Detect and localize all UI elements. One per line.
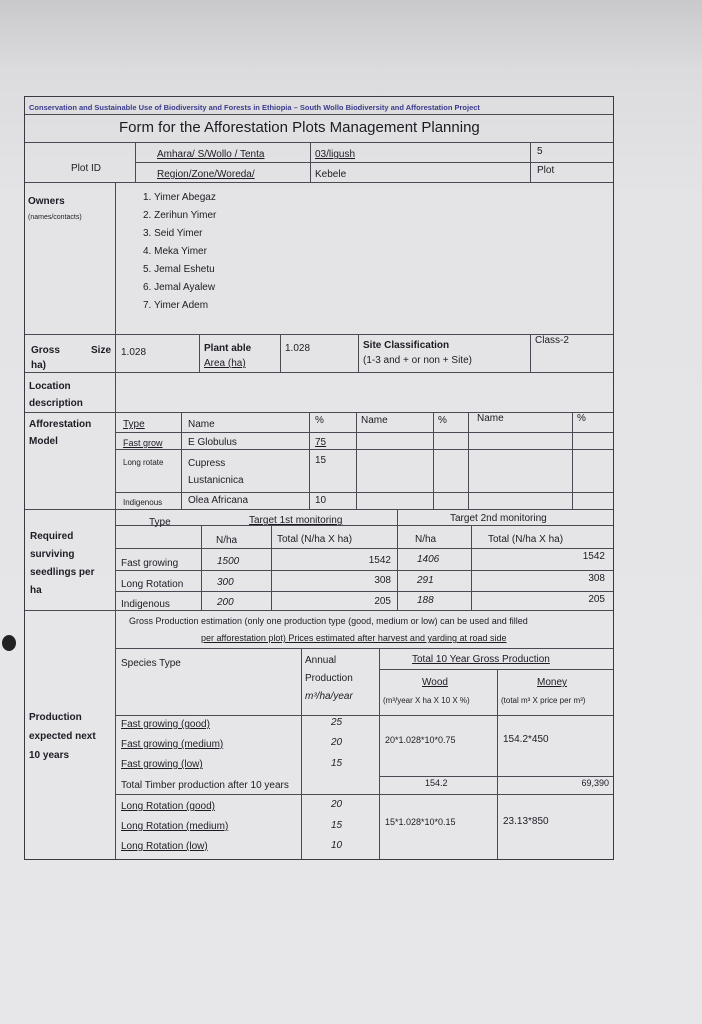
divider [115,449,613,450]
region-value: Amhara/ S/Wollo / Tenta [157,149,265,160]
plantable-label: Plant able [204,343,252,354]
seedling-type: Fast growing [121,558,179,569]
divider [356,412,357,509]
owner-item: 1. Yimer Abegaz [143,192,216,203]
site-value: Class-2 [535,335,569,346]
production-type: Long Rotation (good) [121,801,215,812]
wood-formula: (m³/year X ha X 10 X %) [383,696,470,705]
col-pct: % [315,415,324,426]
long-money: 23.13*850 [503,816,549,827]
production-label: Production [29,712,82,723]
production-annual: 10 [331,840,343,851]
seedlings-label: Required [30,531,74,542]
kebele-label: Kebele [315,169,347,180]
kebele-value: 03/ligush [315,149,356,160]
seedling-n1: 200 [217,597,234,608]
production-type: Fast growing (low) [121,759,203,770]
afforestation-name: Cupress [188,458,226,469]
gross-label: Gross [31,345,60,356]
divider [115,715,613,716]
divider [115,525,613,526]
afforestation-type: Long rotate [123,458,164,467]
divider [530,334,531,372]
divider [25,182,613,183]
col-nha: N/ha [415,534,437,545]
seedling-t1: 1542 [368,555,391,566]
divider [25,334,613,335]
divider [115,492,613,493]
location-label: description [29,398,83,409]
production-annual: 15 [331,820,343,831]
fast-wood: 20*1.028*10*0.75 [385,735,456,745]
divider [397,509,398,610]
afforestation-label: Afforestation [29,419,92,430]
divider [572,412,573,509]
gross-label: Size [91,345,112,356]
col-name: Name [361,415,388,426]
production-annual: 20 [331,799,343,810]
afforestation-label: Model [29,436,58,447]
divider [201,525,202,610]
divider [25,610,613,611]
divider [471,525,472,610]
col-nha: N/ha [216,535,238,546]
seedling-t1: 308 [374,575,391,586]
divider [115,548,613,549]
location-label: Location [29,381,71,392]
col-type: Type [123,419,145,430]
total-label: Total Timber production after 10 years [121,780,289,791]
plantable-value: 1.028 [285,343,311,354]
region-label: Region/Zone/Woreda/ [157,169,255,180]
seedling-n1: 1500 [217,556,240,567]
divider [301,648,302,859]
afforestation-pct: 15 [315,455,327,466]
seedling-n2: 188 [417,595,434,606]
divider [309,412,310,509]
planning-form [24,96,614,860]
production-label: expected next [29,731,96,742]
divider [280,334,281,372]
target-2: Target 2nd monitoring [450,513,547,524]
owner-item: 7. Yimer Adem [143,300,209,311]
col-pct: % [577,413,586,424]
seedling-type: Long Rotation [121,579,184,590]
production-type: Fast growing (medium) [121,739,224,750]
owner-item: 5. Jemal Eshetu [143,264,215,275]
seedlings-label: ha [30,585,42,596]
divider [115,432,613,433]
production-type: Long Rotation (low) [121,841,208,852]
total-wood: 154.2 [425,778,448,788]
annual-header: Production [305,673,353,684]
divider [379,648,380,859]
punch-hole [2,635,16,651]
divider [379,669,613,670]
money-header: Money [537,677,568,688]
species-type-header: Species Type [121,658,181,669]
divider [199,334,200,372]
seedling-t2: 1542 [582,551,605,562]
seedlings-label: surviving [30,549,75,560]
seedling-t1: 205 [374,596,391,607]
plantable-label: Area (ha) [204,358,246,369]
divider [115,591,613,592]
divider [271,525,272,610]
divider [25,114,613,115]
afforestation-name: E Globulus [188,437,237,448]
col-total: Total (N/ha X ha) [277,534,353,545]
divider [115,570,613,571]
plot-label: Plot [537,165,555,176]
seedling-t2: 308 [588,573,605,584]
gross-value: 1.028 [121,347,147,358]
divider [25,412,613,413]
divider [135,162,613,163]
afforestation-pct: 75 [315,437,327,448]
afforestation-name: Lustanicnica [188,475,244,486]
production-type: Fast growing (good) [121,719,210,730]
afforestation-name: Olea Africana [188,495,249,506]
owners-label: Owners [28,196,65,207]
col-type: Type [149,517,171,528]
annual-header: m³/ha/year [305,691,353,702]
target-1: Target 1st monitoring [249,515,343,526]
col-total: Total (N/ha X ha) [488,534,564,545]
total-money: 69,390 [581,778,609,788]
divider [358,334,359,372]
seedling-type: Indigenous [121,599,170,610]
afforestation-type: Fast grow [123,438,163,448]
total10-header: Total 10 Year Gross Production [412,654,550,665]
gross-label: ha) [31,360,46,371]
seedling-t2: 205 [588,594,605,605]
production-note: Gross Production estimation (only one production type (good, medium or low) can be used and filled [129,616,528,626]
col-pct: % [438,415,447,426]
plot-id-label: Plot ID [71,163,102,174]
divider [468,412,469,509]
production-label: 10 years [29,750,70,761]
divider [433,412,434,509]
site-label: Site Classification [363,340,450,351]
owners-sublabel: (names/contacts) [28,214,82,221]
afforestation-type: Indigenous [123,498,163,507]
col-name: Name [188,419,215,430]
production-annual: 15 [331,758,343,769]
project-title: Conservation and Sustainable Use of Biodiversity and Forests in Ethiopia – South Wollo Biodiversity and Afforestation Project [29,103,480,112]
divider [115,794,613,795]
seedling-n2: 1406 [417,554,440,565]
seedling-n1: 300 [217,577,234,588]
afforestation-pct: 10 [315,495,327,506]
production-note: per afforestation plot) Prices estimated after harvest and yarding at road side [201,633,507,643]
seedling-n2: 291 [417,575,434,586]
divider [115,648,613,649]
owner-item: 3. Seid Yimer [143,228,203,239]
divider [115,610,116,859]
divider [25,509,613,510]
divider [25,372,613,373]
production-annual: 25 [331,717,343,728]
long-wood: 15*1.028*10*0.15 [385,817,456,827]
owner-item: 2. Zerihun Yimer [143,210,217,221]
seedlings-label: seedlings per [30,567,95,578]
annual-header: Annual [305,655,337,666]
owner-item: 4. Meka Yimer [143,246,207,257]
site-label: (1-3 and + or non + Site) [363,355,472,366]
production-type: Long Rotation (medium) [121,821,229,832]
divider [25,142,613,143]
production-annual: 20 [331,737,343,748]
divider [497,669,498,859]
owner-item: 6. Jemal Ayalew [143,282,216,293]
col-name: Name [477,413,504,424]
divider [181,412,182,509]
fast-money: 154.2*450 [503,734,549,745]
money-formula: (total m³ X price per m³) [501,696,586,705]
form-title: Form for the Afforestation Plots Management Planning [119,119,480,136]
wood-header: Wood [422,677,448,688]
plot-value: 5 [537,146,543,157]
